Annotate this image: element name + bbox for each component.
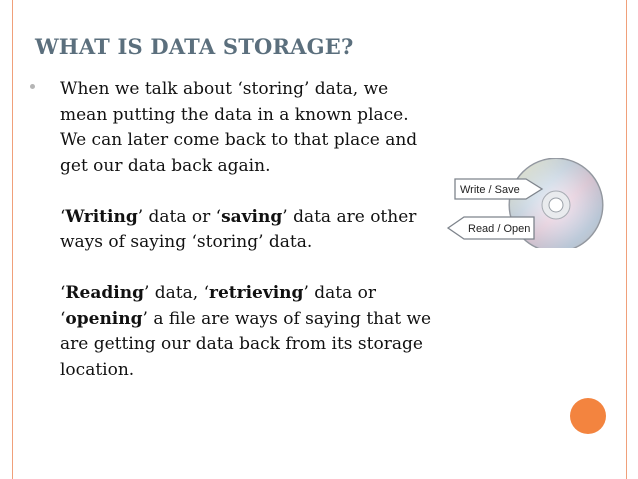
term-saving: saving bbox=[221, 206, 283, 227]
term-reading: Reading bbox=[65, 283, 144, 303]
paragraph-writing-rest: ’ data are other ways of saying ‘storing’ data. bbox=[60, 206, 417, 252]
slide-body bbox=[60, 77, 440, 383]
read-open-label: Read / Open bbox=[468, 223, 531, 235]
term-opening: opening bbox=[65, 308, 143, 329]
write-save-label: Write / Save bbox=[460, 184, 520, 196]
bullet-marker bbox=[30, 84, 35, 89]
right-border-line bbox=[626, 0, 627, 479]
read-arrow bbox=[448, 217, 534, 239]
paragraph-reading bbox=[60, 281, 440, 383]
quote-open: ‘ bbox=[60, 206, 66, 227]
paragraph-writing-mid: ’ data or ‘ bbox=[137, 206, 222, 227]
paragraph-reading-mid2: ’ data or ‘ bbox=[60, 283, 376, 329]
quote-open: ‘ bbox=[60, 283, 66, 303]
paragraph-reading-rest: ’ a file are ways of saying that we are getting our data back from its storage location. bbox=[60, 308, 432, 380]
slide-title: WHAT IS DATA STORAGE? bbox=[35, 34, 354, 59]
paragraph-storing: When we talk about ‘storing’ data, we mean putting the data in a known place. We can later come back to that place and get our data back again. bbox=[60, 79, 418, 176]
paragraph-reading-mid1: ’ data, ‘ bbox=[143, 283, 209, 303]
decorative-orange-circle bbox=[570, 398, 606, 434]
write-arrow bbox=[455, 179, 542, 199]
paragraph-writing bbox=[60, 205, 440, 256]
term-retrieving: retrieving bbox=[208, 283, 304, 303]
left-border-line bbox=[12, 0, 13, 479]
term-writing: Writing bbox=[65, 206, 138, 227]
disc-read-write-graphic bbox=[446, 158, 608, 248]
